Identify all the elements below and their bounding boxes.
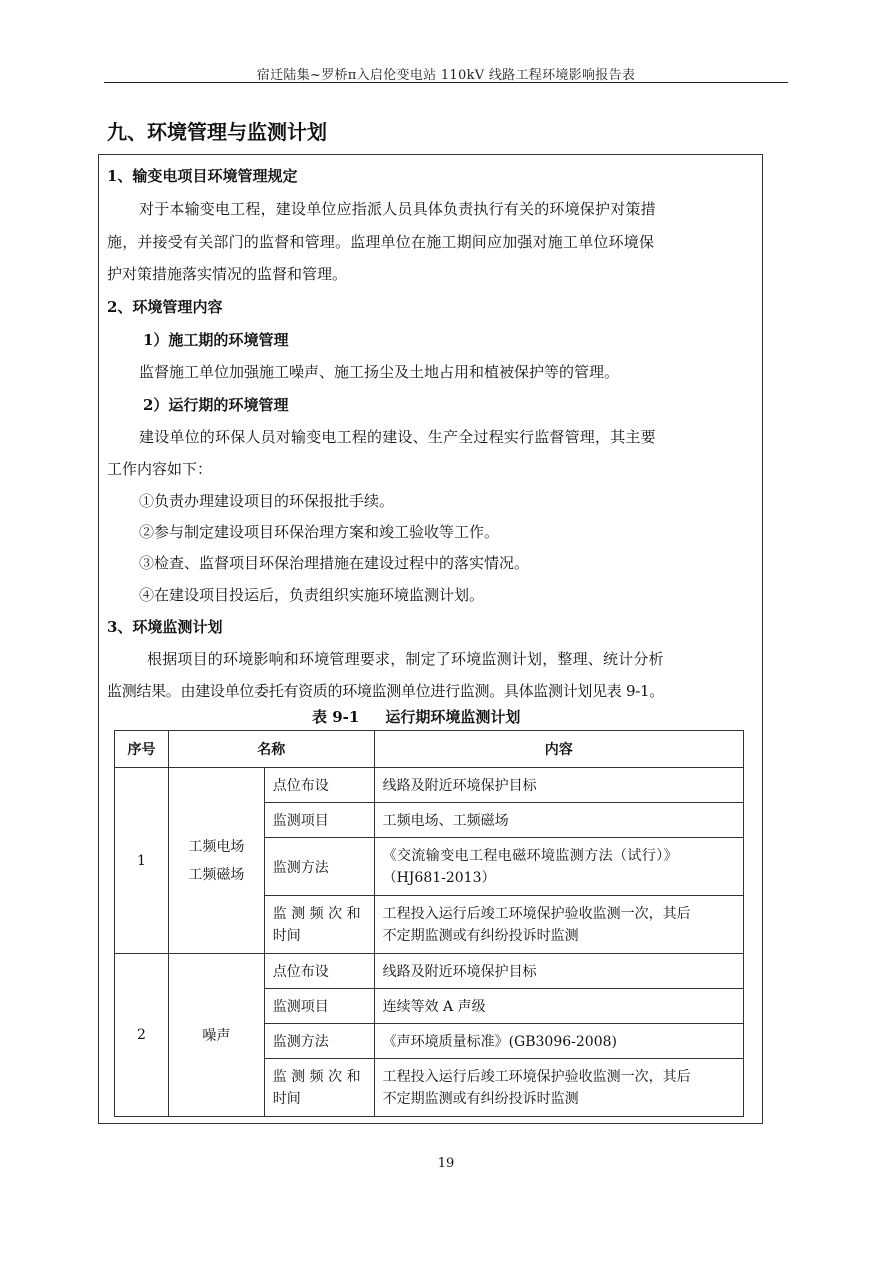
group-2-item-4-line-2: 时间 — [272, 1090, 301, 1107]
group-1-content-4 — [374, 896, 743, 954]
group-1-name — [168, 768, 264, 954]
group-2-item-1: 点位布设 — [264, 954, 374, 989]
group-1-item-3: 监测方法 — [264, 838, 374, 896]
chapter-title: 九、环境管理与监测计划 — [107, 120, 327, 144]
table-caption — [312, 706, 520, 727]
header-seq: 序号 — [115, 731, 169, 768]
table-caption-number: 表 9-1 — [312, 708, 360, 726]
section-2-sub-2-line-1: 建设单位的环保人员对输变电工程的建设、生产全过程实行监督管理，其主要 — [139, 428, 656, 446]
group-1-seq: 1 — [115, 768, 169, 954]
group-2-item-3: 监测方法 — [264, 1024, 374, 1059]
table-header-row — [115, 731, 744, 768]
section-3-line-2: 监测结果。由建设单位委托有资质的环境监测单位进行监测。具体监测计划见表 9-1。 — [107, 682, 664, 700]
group-2-content-1: 线路及附近环境保护目标 — [374, 954, 743, 989]
section-2-heading: 2、环境管理内容 — [107, 298, 223, 316]
page-header: 宿迁陆集~罗桥π入启伦变电站 110kV 线路工程环境影响报告表 — [256, 68, 636, 83]
header-content: 内容 — [374, 731, 743, 768]
section-2-item-4: ④在建设项目投运后，负责组织实施环境监测计划。 — [139, 586, 485, 604]
group-2-content-4 — [374, 1059, 743, 1117]
group-1-content-4-line-1: 工程投入运行后竣工环境保护验收监测一次，其后 — [382, 905, 691, 922]
section-2-sub-1: 1）施工期的环境管理 — [143, 331, 289, 349]
table-row — [115, 768, 744, 803]
group-2-content-3: 《声环境质量标准》(GB3096-2008) — [374, 1024, 743, 1059]
section-1-line-1: 对于本输变电工程，建设单位应指派人员具体负责执行有关的环境保护对策措 — [139, 200, 656, 218]
section-3-line-1: 根据项目的环境影响和环境管理要求，制定了环境监测计划，整理、统计分析 — [147, 650, 664, 668]
monitoring-plan-table — [114, 730, 744, 1117]
group-1-item-2: 监测项目 — [264, 803, 374, 838]
section-1-line-3: 护对策措施落实情况的监督和管理。 — [107, 265, 348, 283]
header-name: 名称 — [168, 731, 374, 768]
section-2-item-1: ①负责办理建设项目的环保报批手续。 — [139, 492, 395, 510]
group-2-seq: 2 — [115, 954, 169, 1117]
section-2-sub-2-line-2: 工作内容如下： — [107, 460, 213, 478]
header-rule — [104, 82, 788, 83]
group-1-content-3-line-1: 《交流输变电工程电磁环境监测方法（试行）》 — [382, 847, 678, 864]
section-2-sub-1-text: 监督施工单位加强施工噪声、施工扬尘及土地占用和植被保护等的管理。 — [139, 363, 620, 381]
group-1-item-1: 点位布设 — [264, 768, 374, 803]
group-2-item-2: 监测项目 — [264, 989, 374, 1024]
group-1-content-2: 工频电场、工频磁场 — [374, 803, 743, 838]
group-2-item-4-line-1: 监 测 频 次 和 — [272, 1068, 361, 1085]
section-2-sub-2: 2）运行期的环境管理 — [143, 396, 289, 414]
section-2-item-2: ②参与制定建设项目环保治理方案和竣工验收等工作。 — [139, 523, 500, 541]
group-2-content-2: 连续等效 A 声级 — [374, 989, 743, 1024]
group-1-item-4 — [264, 896, 374, 954]
table-row — [115, 954, 744, 989]
section-1-heading: 1、输变电项目环境管理规定 — [107, 167, 298, 185]
group-1-item-4-line-1: 监 测 频 次 和 — [272, 905, 361, 922]
group-1-item-4-line-2: 时间 — [272, 927, 301, 944]
group-1-name-line-2: 工频磁场 — [188, 866, 245, 883]
table-caption-title: 运行期环境监测计划 — [385, 708, 521, 726]
section-1-line-2: 施，并接受有关部门的监督和管理。监理单位在施工期间应加强对施工单位环境保 — [107, 233, 655, 251]
section-3-heading: 3、环境监测计划 — [107, 618, 223, 636]
section-2-item-3: ③检查、监督项目环保治理措施在建设过程中的落实情况。 — [139, 554, 530, 572]
group-2-item-4 — [264, 1059, 374, 1117]
page-number: 19 — [437, 1156, 455, 1171]
group-1-content-3 — [374, 838, 743, 896]
group-2-name: 噪声 — [168, 954, 264, 1117]
group-2-content-4-line-1: 工程投入运行后竣工环境保护验收监测一次，其后 — [382, 1068, 691, 1085]
group-1-content-4-line-2: 不定期监测或有纠纷投诉时监测 — [382, 927, 579, 944]
group-1-name-line-1: 工频电场 — [188, 838, 245, 855]
group-2-content-4-line-2: 不定期监测或有纠纷投诉时监测 — [382, 1090, 579, 1107]
group-1-content-1: 线路及附近环境保护目标 — [374, 768, 743, 803]
group-1-content-3-line-2: （HJ681-2013） — [382, 869, 496, 886]
